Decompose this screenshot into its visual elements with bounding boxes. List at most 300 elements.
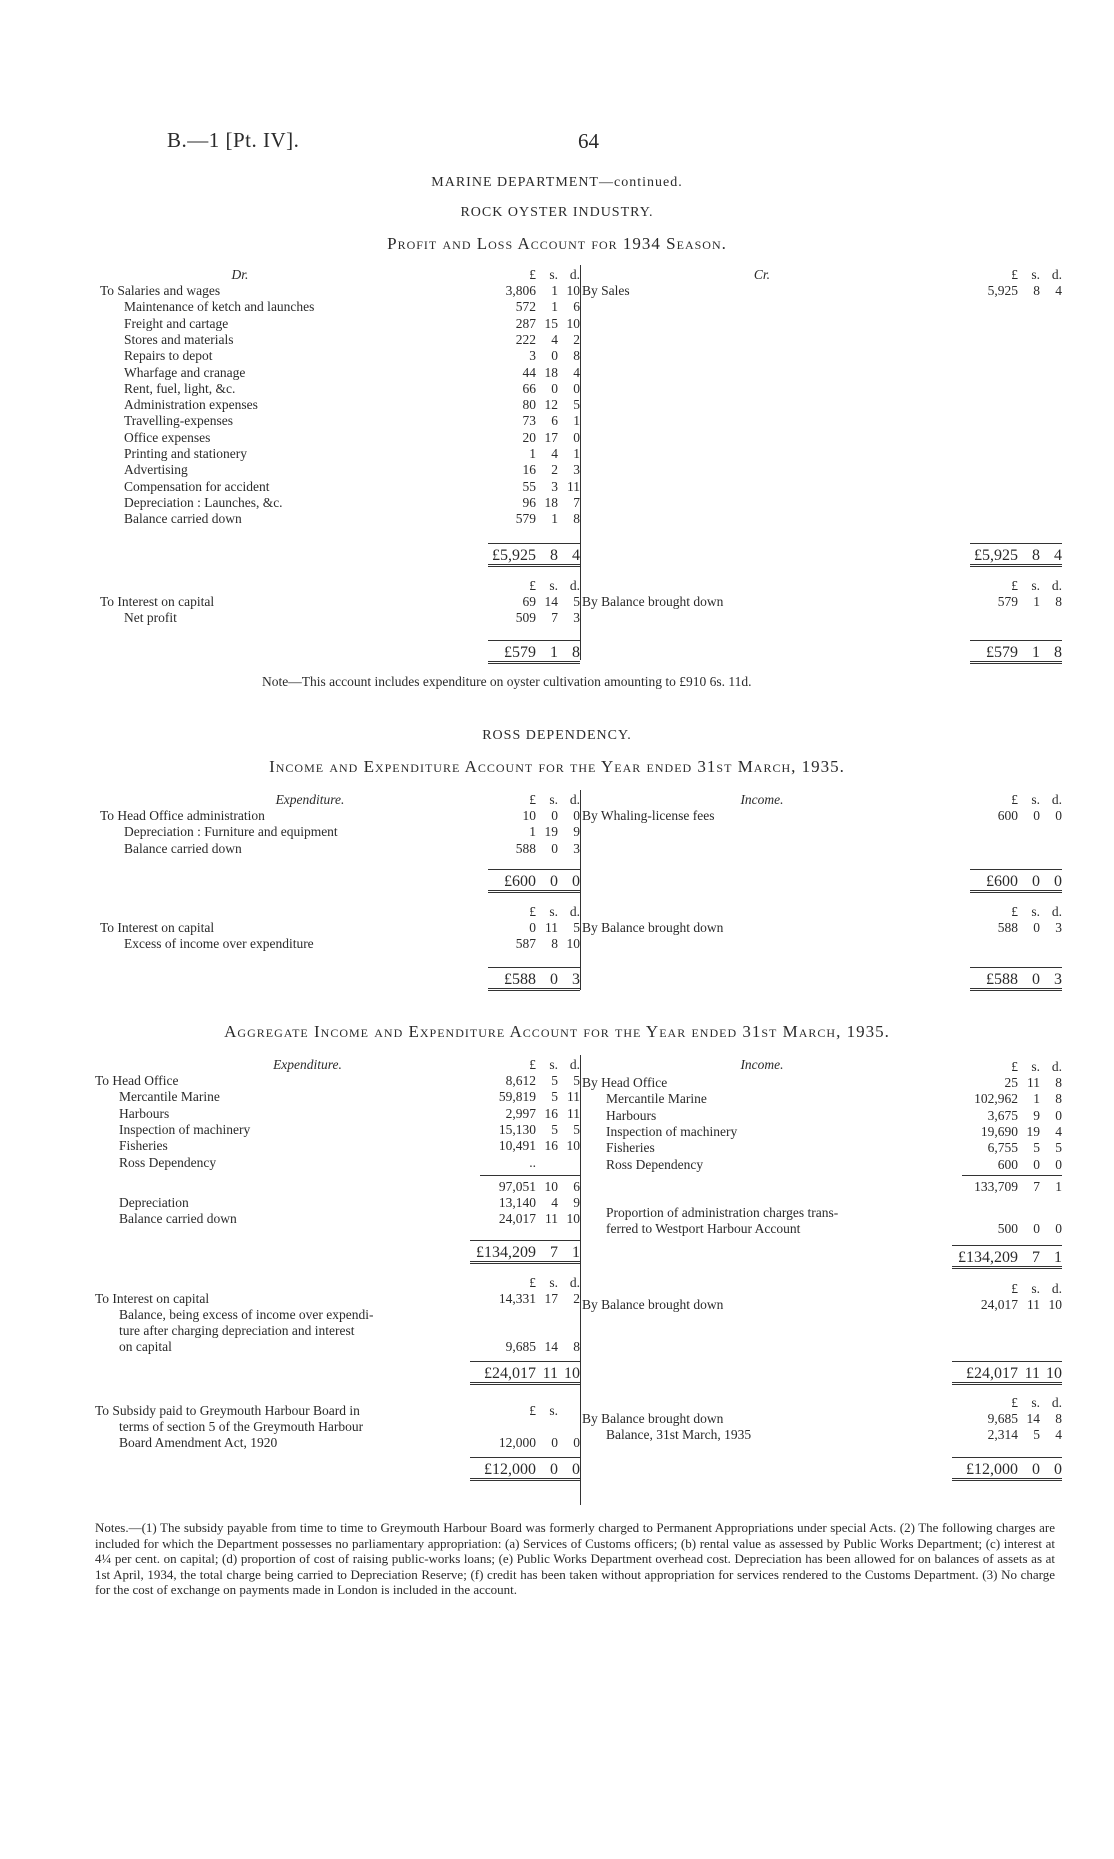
column-header-pounds: £: [1011, 904, 1018, 919]
expenditure-row-pounds: 15,130: [498, 1121, 536, 1137]
income-row-pounds: 588: [997, 920, 1018, 935]
debit-row-pence: 0: [573, 429, 580, 445]
column-header-pence: d.: [1051, 1059, 1062, 1074]
expenditure-row-pence: 11: [567, 1105, 580, 1121]
income-row-pounds: 25: [1004, 1075, 1018, 1090]
expenditure-row-pounds: 2,997: [505, 1105, 536, 1121]
subsidy-line: [95, 1403, 580, 1419]
total-pounds: £24,017: [484, 1365, 536, 1382]
credit-row-pence: 8: [1055, 594, 1062, 609]
expenditure-row-label: Ross Dependency: [119, 1154, 217, 1170]
amount: [490, 1339, 580, 1355]
column-header-pounds: £: [1011, 1281, 1018, 1296]
column-header-pence: d.: [569, 792, 580, 807]
total-pence: 8: [572, 644, 580, 661]
column-header: [582, 1059, 1062, 1075]
expenditure-row-label: Depreciation : Furniture and equipment: [124, 824, 338, 840]
debit-label: Dr.: [231, 267, 249, 282]
expenditure-row-pence: 5: [573, 920, 580, 935]
column-header: [582, 1395, 1062, 1411]
income-row-pence: 0: [1055, 1107, 1062, 1123]
expenditure-row-shillings: 5: [551, 1121, 558, 1137]
debit-row-label: Administration expenses: [124, 397, 258, 413]
total-row: [952, 1361, 1062, 1385]
debit-row: [100, 479, 580, 495]
amount: [972, 920, 1062, 936]
expenditure-row-label: Balance carried down: [119, 1211, 237, 1227]
subsidy-row-pence: 0: [573, 1435, 580, 1450]
income-row-pence: 4: [1055, 1123, 1062, 1139]
column-header-shillings: s.: [549, 267, 558, 282]
expenditure-row: [100, 920, 580, 936]
debit-row: [100, 594, 580, 610]
column-header-shillings: s.: [1031, 1281, 1040, 1296]
total-pence: 1: [1054, 1249, 1062, 1266]
expenditure-row-pence: 0: [573, 808, 580, 823]
debit-row-shillings: 6: [551, 413, 558, 429]
debit-row-shillings: 1: [551, 299, 558, 315]
total-pounds: £5,925: [492, 547, 536, 564]
column-header-pence: d.: [569, 267, 580, 282]
debit-row-pence: 0: [573, 380, 580, 396]
total-pounds: £579: [504, 644, 536, 661]
income-row-pounds: 600: [997, 808, 1018, 823]
column-header-pounds: £: [1011, 578, 1018, 593]
debit-row-shillings: 15: [544, 315, 558, 331]
column-header-shillings: s.: [1031, 1059, 1040, 1074]
expenditure-row-pence: 3: [573, 840, 580, 856]
column-header-pence: d.: [569, 578, 580, 593]
total-pounds: £5,925: [974, 547, 1018, 564]
page-number: 64: [578, 129, 599, 153]
income-row-pence: 4: [1055, 1427, 1062, 1443]
subtotal-row: [582, 1179, 1062, 1195]
credit-row-pence: 4: [1055, 283, 1062, 298]
amount: [490, 578, 580, 594]
column-divider: [580, 790, 581, 990]
total-row: [470, 1361, 580, 1385]
amount: [490, 1291, 580, 1307]
column-header-shillings: s.: [1031, 578, 1040, 593]
expenditure-row-pence: 11: [567, 1089, 580, 1105]
income-row-label: Ross Dependency: [606, 1156, 704, 1172]
column-header-shillings: s.: [549, 578, 558, 593]
total-pence: 0: [1054, 1461, 1062, 1478]
amount: [958, 1249, 1062, 1267]
column-header: [100, 904, 580, 920]
income-row: [582, 1091, 1062, 1107]
amount: [490, 936, 580, 952]
debit-row-pounds: 16: [522, 462, 536, 478]
debit-row-pence: 7: [573, 494, 580, 510]
debit-row: [100, 332, 580, 348]
debit-row-label: Freight and cartage: [124, 315, 229, 331]
expenditure-row-pence: 9: [573, 1195, 580, 1210]
amount: [972, 644, 1062, 662]
amount: [490, 808, 580, 824]
amount: [490, 610, 580, 626]
income-row-shillings: 0: [1033, 920, 1040, 935]
credit-row-pounds: 579: [997, 594, 1018, 609]
expenditure-row-pounds: 588: [515, 840, 536, 856]
expenditure-row-pounds: 0: [529, 920, 536, 935]
amount: [972, 904, 1062, 920]
total-pounds: £134,209: [958, 1249, 1018, 1266]
column-header-shillings: s.: [1031, 792, 1040, 807]
amount: [490, 495, 580, 511]
amount: [490, 1275, 580, 1291]
total-pence: 1: [572, 1244, 580, 1261]
expenditure-row-shillings: 11: [545, 1211, 558, 1227]
subtotal-row-shillings: 10: [544, 1179, 558, 1194]
amount: [490, 873, 580, 891]
amount: [490, 824, 580, 840]
income-row: [582, 1108, 1062, 1124]
subtotal-row-pence: 1: [1055, 1179, 1062, 1194]
debit-row-shillings: 3: [551, 478, 558, 494]
expenditure-row: [100, 841, 580, 857]
column-header-shillings: s.: [1031, 1395, 1040, 1410]
subtotal-rule: [962, 1175, 1062, 1176]
amount: [490, 381, 580, 397]
expenditure-row-shillings: 11: [545, 920, 558, 935]
excess-line: [95, 1323, 580, 1339]
debit-row-pounds: 73: [522, 413, 536, 429]
expenditure-row-pounds: 14,331: [498, 1291, 536, 1306]
debit-row-label: Travelling-expenses: [124, 413, 233, 429]
debit-row-shillings: 4: [551, 446, 558, 461]
total-shillings: 1: [1032, 644, 1040, 661]
total-pounds: £600: [986, 873, 1018, 890]
debit-row-pounds: 20: [522, 429, 536, 445]
income-row-pence: 8: [1055, 1091, 1062, 1107]
amount: [490, 299, 580, 315]
total-row: [970, 640, 1062, 664]
proportion-row-shillings: 0: [1033, 1221, 1040, 1236]
debit-row: [100, 348, 580, 364]
expenditure-row: [95, 1155, 580, 1171]
expenditure-row: [95, 1211, 580, 1227]
credit-row-shillings: 1: [1033, 594, 1040, 609]
total-row: [970, 869, 1062, 893]
income-row-label: Mercantile Marine: [606, 1091, 707, 1107]
total-row: [952, 1457, 1062, 1481]
debit-row-pence: 3: [573, 610, 580, 626]
income-row-shillings: 14: [1026, 1411, 1040, 1426]
report-reference: B.—1 [Pt. IV].: [167, 128, 300, 152]
excess-row-label: on capital: [119, 1339, 172, 1354]
total-pence: 4: [572, 547, 580, 564]
expenditure-row: [95, 1106, 580, 1122]
industry-heading: ROCK OYSTER INDUSTRY.: [460, 205, 654, 220]
debit-row-shillings: 17: [544, 429, 558, 445]
debit-row-label: Balance carried down: [124, 511, 242, 527]
debit-row-pounds: 3,806: [505, 283, 536, 298]
amount: [490, 594, 580, 610]
column-header-pence: d.: [1051, 792, 1062, 807]
income-row-pence: 0: [1055, 1156, 1062, 1172]
income-row-label: Balance, 31st March, 1935: [606, 1427, 752, 1443]
expenditure-row-label: To Interest on capital: [100, 920, 215, 935]
income-row: [582, 1140, 1062, 1156]
column-header-pence: d.: [1051, 1281, 1062, 1296]
debit-row-pounds: 287: [515, 315, 536, 331]
proportion-row-pence: 0: [1055, 1221, 1062, 1236]
column-header-shillings: s.: [1031, 267, 1040, 282]
debit-row-shillings: 7: [551, 610, 558, 626]
amount: [972, 1091, 1062, 1107]
amount: [972, 267, 1062, 283]
column-header-pounds: £: [1011, 1395, 1018, 1410]
expenditure-row-label: To Interest on capital: [95, 1291, 210, 1306]
column-header-shillings: s.: [549, 904, 558, 919]
expenditure-row-label: Harbours: [119, 1105, 170, 1121]
debit-row-label: Wharfage and cranage: [124, 364, 246, 380]
total-shillings: 11: [1024, 1365, 1040, 1382]
amount: [972, 1427, 1062, 1443]
debit-row-pence: 5: [573, 397, 580, 413]
expenditure-row-pence: 10: [566, 1138, 580, 1154]
credit-row-label: By Balance brought down: [582, 594, 724, 609]
income-row-pence: 8: [1055, 1411, 1062, 1426]
income-row-pence: 0: [1055, 808, 1062, 823]
income-row-shillings: 5: [1033, 1427, 1040, 1443]
subsidy-row: [95, 1435, 580, 1451]
income-row-shillings: 5: [1033, 1140, 1040, 1156]
amount: [972, 873, 1062, 891]
income-row: [582, 920, 1062, 936]
expenditure-row: [95, 1291, 580, 1307]
proportion-row-label: ferred to Westport Harbour Account: [606, 1221, 801, 1236]
amount: [972, 1297, 1062, 1313]
expenditure-row-label: Depreciation: [119, 1195, 189, 1210]
debit-row-label: To Salaries and wages: [100, 283, 221, 298]
amount: [972, 808, 1062, 824]
income-row-label: By Balance brought down: [582, 920, 724, 935]
subtotal-row-pence: 6: [573, 1179, 580, 1194]
total-shillings: 8: [550, 547, 558, 564]
total-shillings: 7: [550, 1244, 558, 1261]
total-shillings: 0: [550, 1461, 558, 1478]
expenditure-row: [95, 1122, 580, 1138]
debit-row-label: Compensation for accident: [124, 478, 270, 494]
excess-row-pounds: 9,685: [505, 1339, 536, 1354]
debit-row-label: Office expenses: [124, 429, 211, 445]
amount: [490, 1089, 580, 1105]
income-row-pounds: 3,675: [987, 1107, 1018, 1123]
debit-row-shillings: 0: [551, 380, 558, 396]
amount: [972, 283, 1062, 299]
profit-loss-title: Profit and Loss Account for 1934 Season.: [387, 234, 727, 253]
expenditure-row-pence: 10: [566, 936, 580, 952]
debit-row-label: Depreciation : Launches, &c.: [124, 494, 283, 510]
column-header: [100, 578, 580, 594]
income-row-pence: 3: [1055, 920, 1062, 935]
amount: [490, 1138, 580, 1154]
debit-row: [100, 397, 580, 413]
amount: [490, 1435, 580, 1451]
total-pounds: £24,017: [966, 1365, 1018, 1382]
column-header-shillings: s.: [549, 792, 558, 807]
debit-row-pounds: 222: [515, 331, 536, 347]
amount: [972, 1140, 1062, 1156]
expenditure-row-label: Mercantile Marine: [119, 1089, 220, 1105]
aggregate-notes: Notes.—(1) The subsidy payable from time to time to Greymouth Harbour Board was formerly charged to Permanent Appropriations under special Acts. (2) The following charges are included for which the Department possesses no parliamentary appropriation: (a) Services of Customs officers; (b) rental value as assessed by Public Works Department; (c) interest at 4¼ per cent. on capital; (d) proportion of cost of raising public-works loans; (e) Public Works Department overhead cost. Depreciation has been allowed for on balances of assets as at 1st April, 1934, the total charge being carried to Depreciation Reserve; (f) credit has been taken without appropriation for services rendered to the Customs Department. (3) No charge for the cost of exchange on payments made in London is included in the account.: [95, 1520, 1055, 1597]
credit-row-shillings: 8: [1033, 283, 1040, 298]
column-header-pounds: £: [1011, 1059, 1018, 1074]
amount: [484, 1365, 580, 1383]
debit-row-pence: 3: [573, 462, 580, 478]
debit-row-label: Maintenance of ketch and launches: [124, 299, 315, 315]
subsidy-line-shillings: s.: [549, 1403, 558, 1418]
amount: [490, 1155, 580, 1171]
expenditure-row: [95, 1073, 580, 1089]
total-pence: 3: [572, 971, 580, 988]
debit-row: [100, 381, 580, 397]
amount: [972, 1157, 1062, 1173]
credit-row: [582, 594, 1062, 610]
debit-row: [100, 365, 580, 381]
income-row-shillings: 1: [1033, 1091, 1040, 1107]
amount: [490, 1073, 580, 1089]
subtotal-row: [95, 1179, 580, 1195]
debit-row: [100, 462, 580, 478]
subsidy-line-label: To Subsidy paid to Greymouth Harbour Board in: [95, 1403, 360, 1418]
total-shillings: 0: [1032, 971, 1040, 988]
total-pence: 10: [564, 1365, 580, 1382]
debit-row-pounds: 55: [522, 478, 536, 494]
column-header-pounds: £: [529, 1057, 536, 1072]
total-pence: 0: [572, 873, 580, 890]
debit-row-pounds: 69: [522, 594, 536, 609]
debit-row: [100, 511, 580, 527]
column-header-pence: d.: [1051, 904, 1062, 919]
column-header-shillings: s.: [1031, 904, 1040, 919]
column-header-pence: d.: [1051, 1395, 1062, 1410]
amount: [484, 1461, 580, 1479]
debit-row-pounds: 509: [515, 610, 536, 626]
amount: [972, 1108, 1062, 1124]
income-row-shillings: 0: [1033, 808, 1040, 823]
excess-line: [95, 1307, 580, 1323]
expenditure-row-pounds: 13,140: [498, 1195, 536, 1210]
column-header-pounds: £: [1011, 792, 1018, 807]
debit-row: [100, 413, 580, 429]
amount: [490, 316, 580, 332]
proportion-row-pounds: 500: [997, 1221, 1018, 1236]
amount: [972, 1059, 1062, 1075]
subsidy-line: [95, 1419, 580, 1435]
debit-row-shillings: 2: [551, 462, 558, 478]
column-header-pence: d.: [569, 904, 580, 919]
subtotal-row-shillings: 7: [1033, 1179, 1040, 1194]
expenditure-row-label: Balance carried down: [124, 840, 242, 856]
total-row: [488, 640, 580, 664]
income-row-label: By Balance brought down: [582, 1411, 724, 1426]
debit-row-shillings: 12: [544, 397, 558, 413]
column-header: [582, 792, 1062, 808]
total-shillings: 0: [550, 873, 558, 890]
debit-row-label: Printing and stationery: [124, 446, 247, 461]
debit-row-pence: 11: [567, 478, 580, 494]
column-divider: [580, 265, 581, 660]
column-header: [582, 578, 1062, 594]
total-pence: 0: [1054, 873, 1062, 890]
total-row: [488, 869, 580, 893]
expenditure-row-label: Excess of income over expenditure: [124, 936, 314, 952]
column-header-shillings: s.: [549, 1275, 558, 1290]
expenditure-row-label: To Head Office: [95, 1073, 179, 1088]
total-pounds: £134,209: [476, 1244, 536, 1261]
amount: [490, 446, 580, 462]
debit-row: [100, 316, 580, 332]
amount: [490, 413, 580, 429]
amount: [490, 365, 580, 381]
debit-row: [100, 283, 580, 299]
amount: [490, 430, 580, 446]
debit-row-label: Stores and materials: [124, 331, 234, 347]
amount: [972, 1411, 1062, 1427]
column-header-pounds: £: [529, 267, 536, 282]
total-row: [952, 1245, 1062, 1269]
expenditure-row-pence: 10: [566, 1211, 580, 1227]
column-header-pence: d.: [569, 1275, 580, 1290]
debit-row: [100, 495, 580, 511]
total-pence: 4: [1054, 547, 1062, 564]
expenditure-row-pounds: 10,491: [498, 1138, 536, 1154]
column-header: [95, 1275, 580, 1291]
column-header-pounds: £: [529, 904, 536, 919]
total-row: [488, 543, 580, 567]
excess-line-label: ture after charging depreciation and interest: [119, 1323, 355, 1338]
expenditure-row-pence: 5: [573, 1121, 580, 1137]
income-row-shillings: 0: [1033, 1156, 1040, 1172]
expenditure-row-shillings: 17: [544, 1291, 558, 1306]
column-header-pounds: £: [1011, 267, 1018, 282]
credit-row-label: By Sales: [582, 283, 630, 298]
debit-row-pence: 8: [573, 348, 580, 364]
income-row: [582, 1411, 1062, 1427]
expenditure-row-label: Inspection of machinery: [119, 1121, 251, 1137]
credit-row-pounds: 5,925: [987, 283, 1018, 298]
amount: [490, 1122, 580, 1138]
amount: [490, 1195, 580, 1211]
income-row-shillings: 11: [1027, 1297, 1040, 1312]
expenditure-row: [95, 1089, 580, 1105]
amount: [490, 904, 580, 920]
total-pounds: £588: [504, 971, 536, 988]
amount: [490, 1179, 580, 1195]
income-row-label: By Whaling-license fees: [582, 808, 715, 823]
total-pence: 3: [1054, 971, 1062, 988]
column-header-pounds: £: [529, 578, 536, 593]
expenditure-row: [100, 824, 580, 840]
excess-row: [95, 1339, 580, 1355]
subsidy-line-label: terms of section 5 of the Greymouth Harbour: [119, 1419, 364, 1434]
column-header-pence: d.: [569, 1057, 580, 1072]
expenditure-row-pounds: 24,017: [498, 1211, 536, 1227]
income-row-label: By Head Office: [582, 1075, 668, 1090]
income-row-pence: 10: [1048, 1297, 1062, 1312]
amount: [490, 841, 580, 857]
debit-row-label: Repairs to depot: [124, 348, 213, 364]
total-pence: 8: [1054, 644, 1062, 661]
debit-row-label: Advertising: [124, 462, 188, 478]
subsidy-row-shillings: 0: [551, 1435, 558, 1450]
income-row-pounds: 24,017: [980, 1297, 1018, 1312]
debit-row-pence: 5: [573, 594, 580, 609]
column-header-pounds: £: [529, 792, 536, 807]
